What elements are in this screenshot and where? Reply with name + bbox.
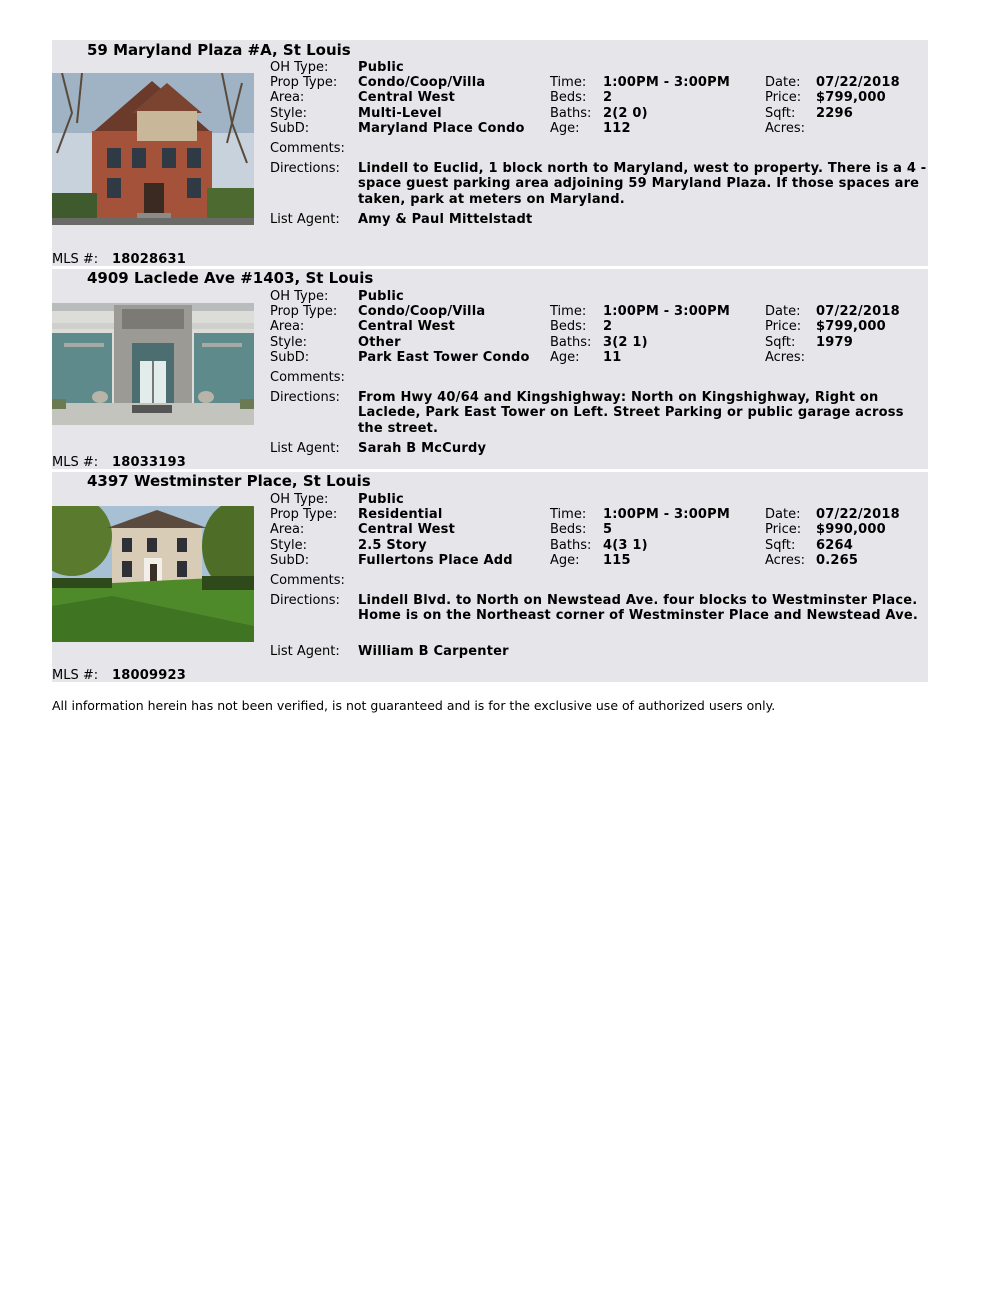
listing-photo[interactable] <box>52 506 254 642</box>
style-value: Multi-Level <box>358 106 442 121</box>
price-value: $799,000 <box>816 90 886 105</box>
style-label: Style: <box>270 538 308 553</box>
directions-label: Directions: <box>270 390 340 405</box>
area-value: Central West <box>358 90 456 105</box>
price-label: Price: <box>765 319 802 334</box>
sqft-label: Sqft: <box>765 106 796 121</box>
mls-value: 18028631 <box>112 252 186 267</box>
list-agent-label: List Agent: <box>270 441 340 456</box>
acres-label: Acres: <box>765 350 806 365</box>
tower-entrance-photo <box>52 303 254 425</box>
acres-value: 0.265 <box>816 553 859 568</box>
age-value: 112 <box>603 121 631 136</box>
baths-value: 3(2 1) <box>603 335 648 350</box>
age-value: 11 <box>603 350 622 365</box>
style-label: Style: <box>270 106 308 121</box>
list-agent-label: List Agent: <box>270 644 340 659</box>
list-agent-label: List Agent: <box>270 212 340 227</box>
listing-address[interactable]: 4909 Laclede Ave #1403, St Louis <box>87 269 374 287</box>
age-label: Age: <box>550 121 580 136</box>
prop-type-label: Prop Type: <box>270 507 338 522</box>
sqft-value: 1979 <box>816 335 853 350</box>
mls-label: MLS #: <box>52 455 99 470</box>
price-label: Price: <box>765 90 802 105</box>
subd-label: SubD: <box>270 121 310 136</box>
mls-value: 18009923 <box>112 668 186 683</box>
prop-type-value: Residential <box>358 507 443 522</box>
oh-type-value: Public <box>358 289 404 304</box>
date-label: Date: <box>765 75 801 90</box>
subd-label: SubD: <box>270 350 310 365</box>
acres-label: Acres: <box>765 553 806 568</box>
time-label: Time: <box>550 507 587 522</box>
age-label: Age: <box>550 553 580 568</box>
style-value: Other <box>358 335 401 350</box>
baths-label: Baths: <box>550 335 592 350</box>
date-value: 07/22/2018 <box>816 75 900 90</box>
time-value: 1:00PM - 3:00PM <box>603 75 731 90</box>
time-label: Time: <box>550 304 587 319</box>
list-agent-value: Sarah B McCurdy <box>358 441 487 456</box>
price-value: $990,000 <box>816 522 886 537</box>
beds-value: 2 <box>603 90 613 105</box>
subd-value: Maryland Place Condo <box>358 121 525 136</box>
oh-type-value: Public <box>358 60 404 75</box>
beds-label: Beds: <box>550 522 587 537</box>
directions-label: Directions: <box>270 161 340 176</box>
area-label: Area: <box>270 90 305 105</box>
area-label: Area: <box>270 522 305 537</box>
area-label: Area: <box>270 319 305 334</box>
price-label: Price: <box>765 522 802 537</box>
oh-type-value: Public <box>358 492 404 507</box>
directions-value: Lindell Blvd. to North on Newstead Ave. four blocks to Westminster Place. Home is on the Northeast corner of Westminster Place and Newstead Ave. <box>358 593 919 624</box>
listing-address[interactable]: 59 Maryland Plaza #A, St Louis <box>87 41 351 59</box>
age-label: Age: <box>550 350 580 365</box>
disclaimer: All information herein has not been verified, is not guaranteed and is for the exclusive use of authorized users only. <box>52 698 776 713</box>
baths-label: Baths: <box>550 106 592 121</box>
subd-value: Park East Tower Condo <box>358 350 530 365</box>
time-label: Time: <box>550 75 587 90</box>
mls-label: MLS #: <box>52 252 99 267</box>
directions-value: From Hwy 40/64 and Kingshighway: North on Kingshighway, Right on Laclede, Park East Tower on Left. Street Parking or public garage across the street. <box>358 390 904 436</box>
baths-value: 2(2 0) <box>603 106 648 121</box>
prop-type-value: Condo/Coop/Villa <box>358 304 486 319</box>
directions-value: Lindell to Euclid, 1 block north to Maryland, west to property. There is a 4 -space guest parking area adjoining 59 Maryland Plaza. If those spaces are taken, park at meters on Maryland. <box>358 161 927 207</box>
oh-type-label: OH Type: <box>270 289 329 304</box>
sqft-value: 2296 <box>816 106 853 121</box>
comments-label: Comments: <box>270 370 345 385</box>
style-value: 2.5 Story <box>358 538 427 553</box>
listing-address[interactable]: 4397 Westminster Place, St Louis <box>87 472 371 490</box>
mls-label: MLS #: <box>52 668 99 683</box>
beds-value: 5 <box>603 522 613 537</box>
area-value: Central West <box>358 319 456 334</box>
date-label: Date: <box>765 507 801 522</box>
prop-type-value: Condo/Coop/Villa <box>358 75 486 90</box>
beds-value: 2 <box>603 319 613 334</box>
subd-label: SubD: <box>270 553 310 568</box>
comments-label: Comments: <box>270 141 345 156</box>
listing-photo[interactable] <box>52 73 254 225</box>
brick-house-photo <box>52 73 254 225</box>
acres-label: Acres: <box>765 121 806 136</box>
oh-type-label: OH Type: <box>270 60 329 75</box>
time-value: 1:00PM - 3:00PM <box>603 304 731 319</box>
price-value: $799,000 <box>816 319 886 334</box>
list-agent-value: William B Carpenter <box>358 644 509 659</box>
date-value: 07/22/2018 <box>816 304 900 319</box>
beds-label: Beds: <box>550 90 587 105</box>
sqft-label: Sqft: <box>765 538 796 553</box>
house-lawn-photo <box>52 506 254 642</box>
beds-label: Beds: <box>550 319 587 334</box>
prop-type-label: Prop Type: <box>270 304 338 319</box>
sqft-value: 6264 <box>816 538 853 553</box>
style-label: Style: <box>270 335 308 350</box>
baths-label: Baths: <box>550 538 592 553</box>
time-value: 1:00PM - 3:00PM <box>603 507 731 522</box>
comments-label: Comments: <box>270 573 345 588</box>
area-value: Central West <box>358 522 456 537</box>
oh-type-label: OH Type: <box>270 492 329 507</box>
list-agent-value: Amy & Paul Mittelstadt <box>358 212 533 227</box>
date-value: 07/22/2018 <box>816 507 900 522</box>
baths-value: 4(3 1) <box>603 538 648 553</box>
mls-value: 18033193 <box>112 455 186 470</box>
directions-label: Directions: <box>270 593 340 608</box>
listing-photo[interactable] <box>52 303 254 425</box>
date-label: Date: <box>765 304 801 319</box>
subd-value: Fullertons Place Add <box>358 553 513 568</box>
prop-type-label: Prop Type: <box>270 75 338 90</box>
sqft-label: Sqft: <box>765 335 796 350</box>
age-value: 115 <box>603 553 631 568</box>
